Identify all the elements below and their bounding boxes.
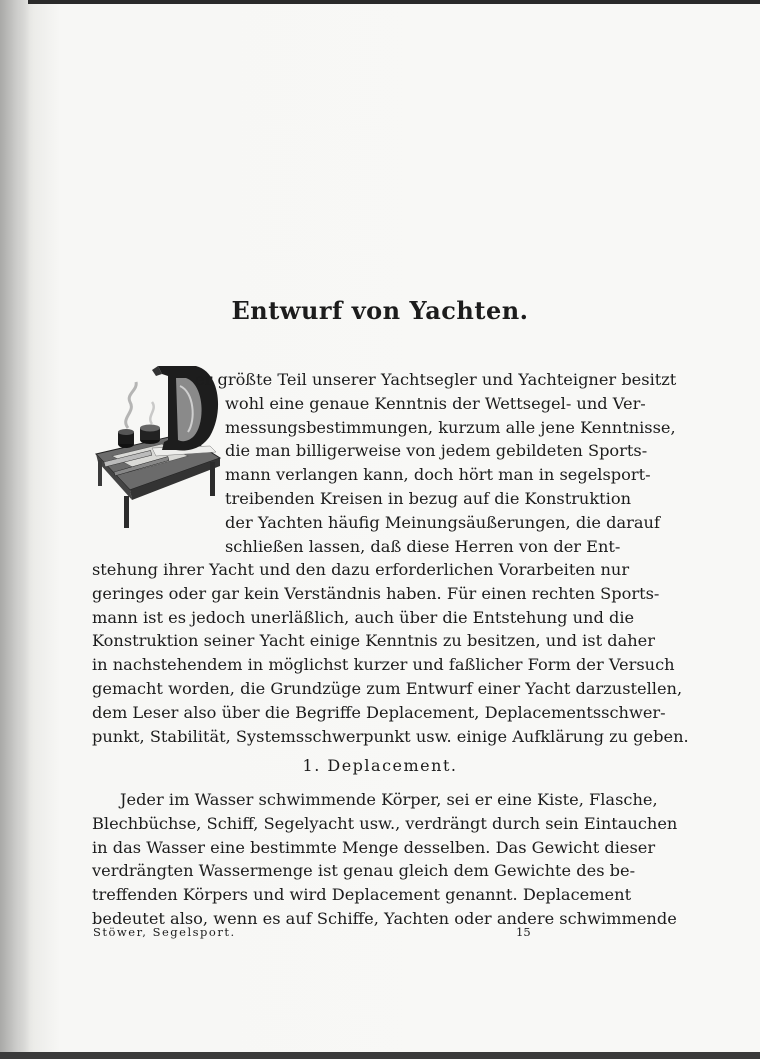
text-line: der Yachten häufig Meinungsäußerungen, die darauf bbox=[225, 512, 660, 532]
text-line: in das Wasser eine bestimmte Menge desselben. Das Gewicht dieser bbox=[92, 837, 656, 857]
top-page-edge bbox=[28, 0, 760, 4]
chapter-title: Entwurf von Yachten. bbox=[231, 296, 529, 325]
text-line: mann verlangen kann, doch hört man in segelsport- bbox=[225, 465, 651, 485]
text-line: Konstruktion seiner Yacht einige Kenntnis zu besitzen, und ist daher bbox=[92, 631, 655, 651]
text-line: punkt, Stabilität, Systemsschwerpunkt usw. einige Aufklärung zu geben. bbox=[92, 726, 689, 746]
text-line: gemacht worden, die Grundzüge zum Entwurf einer Yacht darzustellen, bbox=[92, 678, 683, 698]
paragraph-2 bbox=[92, 788, 678, 931]
text-line: in nachstehendem in möglichst kurzer und faßlicher Form der Versuch bbox=[92, 655, 675, 675]
section-heading: 1. Deplacement. bbox=[302, 756, 458, 775]
footer-signature: Stöwer, Segelsport. bbox=[93, 925, 236, 939]
text-line: Blechbüchse, Schiff, Segelyacht usw., verdrängt durch sein Eintauchen bbox=[92, 813, 678, 833]
page-number: 15 bbox=[516, 925, 531, 939]
text-line: geringes oder gar kein Verständnis haben. Für einen rechten Sports- bbox=[92, 583, 660, 603]
text-line: treibenden Kreisen in bezug auf die Konstruktion bbox=[225, 488, 632, 508]
text-line: treffenden Körpers und wird Deplacement genannt. Deplacement bbox=[92, 885, 632, 905]
book-spine-shadow bbox=[0, 0, 30, 1059]
text-line: die man billigerweise von jedem gebildeten Sports- bbox=[225, 441, 648, 461]
paragraph-1-continued bbox=[92, 558, 689, 748]
text-line: messungsbestimmungen, kurzum alle jene Kenntnisse, bbox=[225, 417, 676, 437]
text-line: mann ist es jedoch unerläßlich, auch über die Entstehung und die bbox=[92, 607, 635, 627]
text-line: verdrängten Wassermenge ist genau gleich dem Gewichte des be- bbox=[92, 861, 636, 881]
paragraph-1-opening bbox=[195, 368, 677, 558]
text-line: dem Leser also über die Begriffe Deplacement, Deplacementsschwer- bbox=[92, 702, 666, 722]
text-line: er größte Teil unserer Yachtsegler und Yachteigner besitzt bbox=[195, 370, 677, 389]
bottom-page-edge bbox=[0, 1052, 760, 1059]
text-line: Jeder im Wasser schwimmende Körper, sei er eine Kiste, Flasche, bbox=[120, 790, 658, 809]
text-line: schließen lassen, daß diese Herren von der Ent- bbox=[225, 536, 621, 556]
text-line: stehung ihrer Yacht und den dazu erforderlichen Vorarbeiten nur bbox=[92, 560, 630, 579]
text-line: bedeutet also, wenn es auf Schiffe, Yachten oder andere schwimmende bbox=[92, 908, 677, 928]
text-line: wohl eine genaue Kenntnis der Wettsegel- und Ver- bbox=[225, 393, 646, 413]
